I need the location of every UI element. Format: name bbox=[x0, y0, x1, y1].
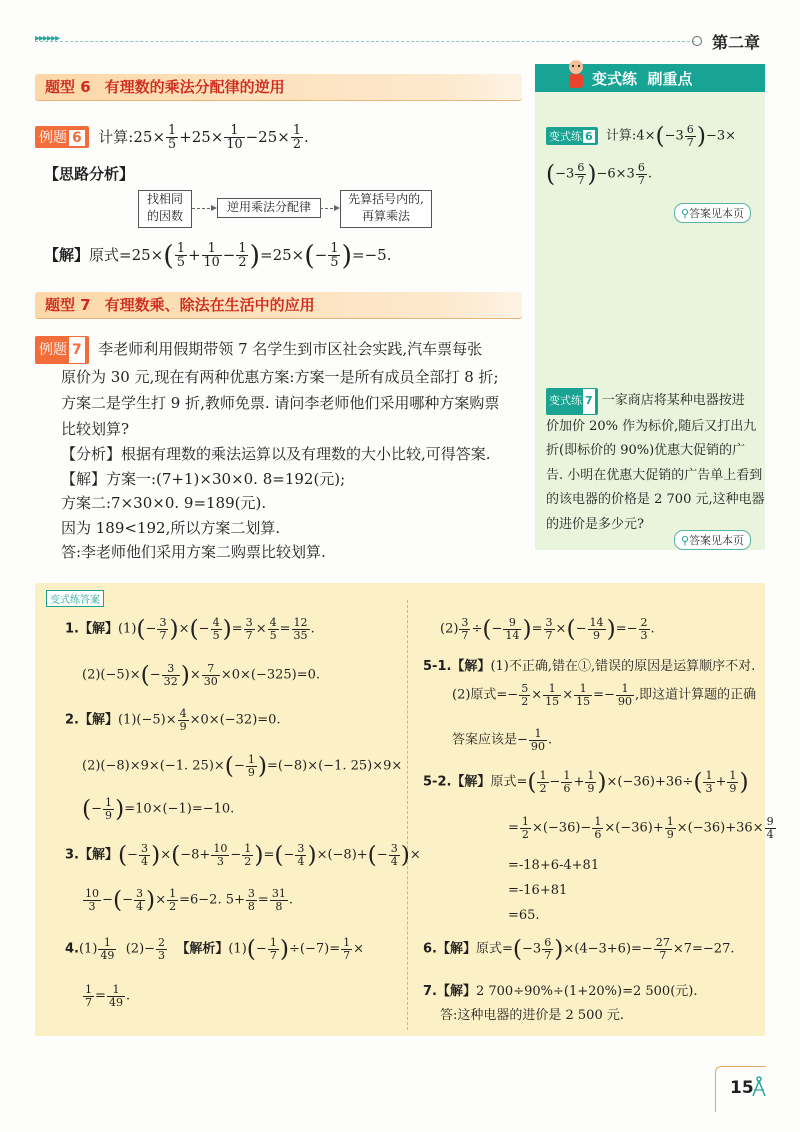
example-7-sol-3: 因为 189<192,所以方案二划算. bbox=[61, 518, 281, 537]
thought-analysis-label: 【思路分析】 bbox=[44, 165, 135, 183]
header-arrows: ▸▸▸▸▸▸ bbox=[35, 33, 60, 44]
topic-6-banner bbox=[35, 74, 522, 100]
topic-7-title: 有理数乘、除法在生活中的应用 bbox=[104, 296, 315, 314]
flow-step-3: 先算括号内的, 再算乘法 bbox=[340, 190, 432, 228]
example-7-sol-2: 方案二:7×30×0. 9=189(元). bbox=[61, 494, 267, 512]
example-7-solution bbox=[61, 442, 491, 565]
topic-7-banner bbox=[35, 292, 522, 318]
topic-6-number: 题型 6 bbox=[45, 78, 91, 96]
answer-7: 7.【解】2 700÷90%÷(1+20%)=2 500(元). bbox=[423, 984, 698, 999]
answer-1-part-2: (2)(−5)×(− $\frac{3}{32}$ )× $\frac{7}{30}$ ×0×(−325)=0. bbox=[82, 660, 321, 689]
example-7-sol-1: 【解】方案一:(7+1)×30×0. 8=192(元); bbox=[61, 469, 346, 488]
practice-6-problem: 变式练 6 计算:4×(−3 $\frac{6}{7}$ )−3× bbox=[546, 124, 736, 148]
answer-6: 6.【解】原式=(−3 $\frac{6}{7}$ )×(4−3+6)=− $\frac{27}{7}$ ×7=−27. bbox=[423, 934, 735, 963]
answer-link-button-7[interactable]: ⚲答案见本页 bbox=[674, 530, 751, 550]
answer-4-cont: $\frac{1}{7}$ = $\frac{1}{49}$ . bbox=[85, 983, 131, 1009]
example-7-tag: 例题 7 bbox=[35, 336, 89, 364]
example-6-solution: 【解】原式=25×( $\frac{1}{5}$ + $\frac{1}{10}$ − $\frac{1}{2}$ )=25×(− $\frac{1}{5}$ )=−5. bbox=[44, 240, 392, 272]
pin-icon: ⚲ bbox=[681, 207, 690, 220]
answer-5-1-part-2: (2)原式=− $\frac{5}{2}$ × $\frac{1}{15}$ × $\frac{1}{15}$ =− $\frac{1}{90}$ ,即这道计算题的正确 bbox=[452, 682, 757, 708]
practice-6-problem-line2: (−3 $\frac{6}{7}$ )−6×3 $\frac{6}{7}$ . bbox=[546, 159, 652, 188]
answer-4-part-2: (2) $\frac{3}{7}$ ÷(− $\frac{9}{14}$ )= $\frac{3}{7}$ ×(− $\frac{14}{9}$ )=− $\frac{2}{3}$ . bbox=[440, 614, 655, 643]
answer-2-part-1: 2.【解】(1)(−5)× $\frac{4}{9}$ ×0×(−32)=0. bbox=[65, 707, 281, 733]
answer-5-2: 5-2.【解】原式=( $\frac{1}{2}$ − $\frac{1}{6}$ + $\frac{1}{9}$ )×(−36)+36÷( $\frac{1}{3}$ + $\frac{1}{9}$ ) bbox=[423, 767, 749, 796]
example-6-problem: 例题 6 计算:25× $\frac{1}{5}$ +25× $\frac{1}{10}$ −25× $\frac{1}{2}$ . bbox=[35, 124, 309, 152]
compass-icon bbox=[750, 1076, 768, 1102]
example-6-tag: 例题 6 bbox=[35, 126, 89, 148]
practice-7-problem: 变式练 7 一家商店将某种电器按进 价加价 20% 作为标价,随后又打出九 折(即标价的 90%)优惠大促销的广 告. 小明在优惠大促销的广告单上看到 的该电器的价格是 2 700 元,这种电器 的进价是多少元? bbox=[546, 388, 765, 537]
flow-arrow-1 bbox=[192, 208, 215, 209]
answers-panel-tag: 变式练答案 bbox=[46, 590, 104, 607]
answer-2-part-2-cont: (− $\frac{1}{9}$ )=10×(−1)=−10. bbox=[82, 794, 235, 823]
flow-step-2: 逆用乘法分配律 bbox=[217, 198, 321, 218]
answer-5-1: 5-1.【解】(1)不正确,错在①,错误的原因是运算顺序不对. bbox=[423, 659, 756, 674]
example-7-problem: 例题 7 李老师利用假期带领 7 名学生到市区社会实践,汽车票每张 原价为 30 元,现在有两种优惠方案:方案一是所有成员全部打 8 折; 方案二是学生打 9 折,教师免票. 请问李老师他们采用哪种方案购票 比较划算? bbox=[35, 336, 525, 442]
answer-1-part-1: 1.【解】(1)(− $\frac{3}{7}$ )×(− $\frac{4}{5}$ )= $\frac{3}{7}$ × $\frac{4}{5}$ = $\frac{12}{35}$ . bbox=[65, 614, 315, 643]
practice-6-tag: 变式练 6 bbox=[546, 127, 598, 145]
topic-6-title: 有理数的乘法分配律的逆用 bbox=[104, 78, 285, 96]
answer-5-1-part-3: 答案应该是− $\frac{1}{90}$ . bbox=[452, 727, 553, 753]
answer-5-2-line2: = $\frac{1}{2}$ ×(−36)− $\frac{1}{6}$ ×(−36)+ $\frac{1}{9}$ ×(−36)+36× $\frac{9}{4}$ bbox=[508, 815, 774, 841]
page-number: 15 bbox=[730, 1078, 754, 1098]
example-7-analysis: 【分析】根据有理数的乘法运算以及有理数的大小比较,可得答案. bbox=[61, 445, 491, 463]
pin-icon: ⚲ bbox=[681, 534, 690, 547]
answer-3-cont: $\frac{10}{3}$ −(− $\frac{3}{4}$ )× $\frac{1}{2}$ =6−2. 5+ $\frac{3}{8}$ = $\frac{31}{8}$ . bbox=[85, 885, 294, 914]
flow-arrow-2 bbox=[320, 208, 338, 209]
chapter-title: 第二章 bbox=[712, 33, 761, 52]
answers-column-divider bbox=[407, 600, 408, 1030]
flow-step-1: 找相同 的因数 bbox=[138, 190, 192, 228]
answer-5-2-line4: =-16+81 bbox=[508, 883, 568, 898]
header-dot bbox=[692, 36, 702, 46]
answer-link-button-6[interactable]: ⚲答案见本页 bbox=[674, 203, 751, 223]
topic-7-number: 题型 7 bbox=[45, 296, 91, 314]
practice-header-title: 变式练 刷重点 bbox=[592, 70, 693, 88]
answer-5-2-line5: =65. bbox=[508, 908, 540, 923]
example-6-prompt: 计算: bbox=[98, 127, 134, 146]
header-divider bbox=[35, 41, 695, 42]
answer-2-part-2: (2)(−8)×9×(−1. 25)×(− $\frac{1}{9}$ )=(−8)×(−1. 25)×9× bbox=[82, 751, 403, 780]
answer-3: 3.【解】(− $\frac{3}{4}$ )×(−8+ $\frac{10}{3}$ − $\frac{1}{2}$ )=(− $\frac{3}{4}$ )×(−8)+(− $\frac{3}{4}$ )× bbox=[65, 840, 421, 869]
example-7-sol-4: 答:李老师他们采用方案二购票比较划算. bbox=[61, 543, 326, 561]
mascot-icon bbox=[565, 58, 587, 92]
practice-7-tag: 变式练 7 bbox=[546, 388, 598, 415]
answer-7-conclusion: 答:这种电器的进价是 2 500 元. bbox=[440, 1008, 624, 1023]
answer-5-2-line3: =-18+6-4+81 bbox=[508, 858, 600, 873]
answer-4: 4.(1) $\frac{1}{49}$ (2)− $\frac{2}{3}$ 【解析】(1)(− $\frac{1}{7}$ )÷(−7)= $\frac{1}{7}$ × bbox=[65, 934, 365, 963]
